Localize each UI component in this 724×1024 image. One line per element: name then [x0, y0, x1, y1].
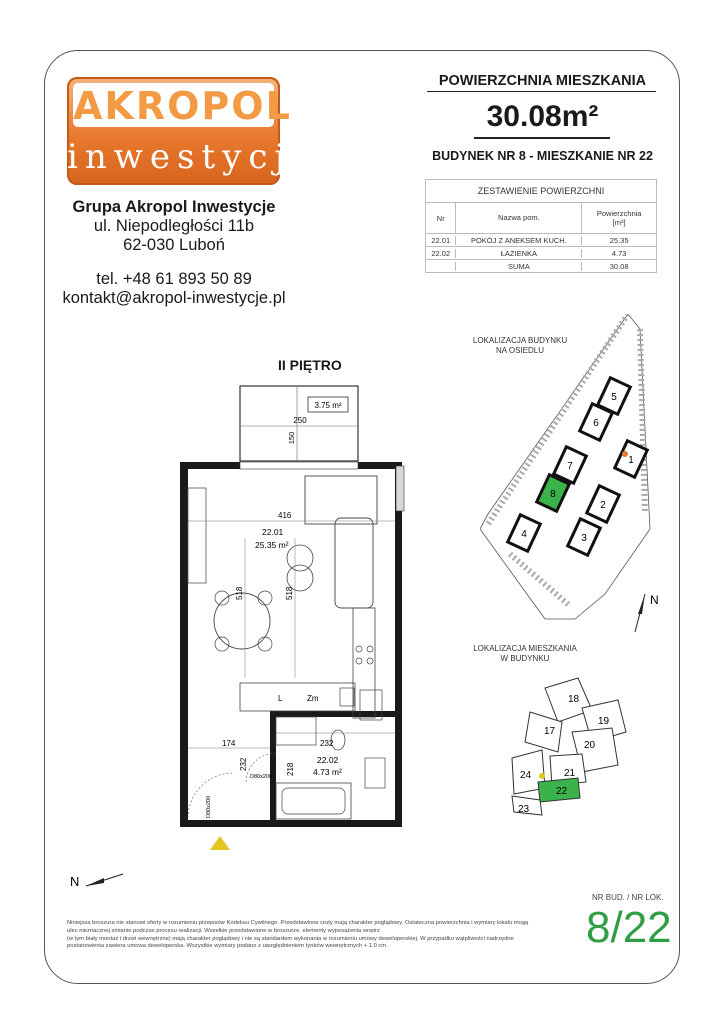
dim-218: 218: [286, 762, 295, 776]
balcony-area: 3.75 m²: [314, 401, 342, 410]
header-rule: [427, 91, 656, 92]
logo-wordmark: AKROPOL: [73, 84, 292, 128]
bathtub: [276, 783, 351, 819]
summary-title: ZESTAWIENIE POWIERZCHNI: [426, 180, 656, 203]
entrance-dot: [539, 773, 545, 779]
company-name: Grupa Akropol Inwestycje: [72, 198, 276, 216]
row-name: POKÓJ Z ANEKSEM KUCH.: [455, 236, 582, 245]
building-6[interactable]: [580, 404, 613, 440]
north-label: N: [650, 593, 659, 607]
building-1[interactable]: [615, 441, 648, 477]
compass-bottom-label: N: [70, 874, 80, 889]
col-nr: Nr: [436, 213, 445, 223]
logo-subtitle: inwestycje: [67, 137, 320, 177]
summary-header-row: [426, 203, 656, 234]
label-L: L: [278, 694, 283, 703]
unit-label: 21: [564, 768, 576, 779]
disclaimer-line: (w tym biały montaż i drzwi wewnętrzne) mają charakter poglądowy i nie są standardem wykonania w rozumieniu umowy deweloperskiej. W przypadku wątpliwości nadrzędne: [67, 935, 514, 942]
header-title: POWIERZCHNIA MIESZKANIA: [438, 73, 647, 89]
row-area: 25.35: [609, 235, 629, 245]
company-phone: tel. +48 61 893 50 89: [96, 270, 252, 288]
flat-caption: [455, 644, 595, 664]
wall-left: [180, 462, 188, 827]
company-logo: [67, 77, 320, 185]
dim-416: 416: [278, 511, 292, 520]
flat-caption-line1: LOKALIZACJA MIESZKANIA: [473, 644, 577, 653]
north-arrow-icon: [635, 593, 659, 632]
footer-label: NR BUD. / NR LOK.: [592, 893, 664, 902]
header-area: 30.08m²: [486, 100, 599, 133]
room1-area: 25.35 m²: [255, 540, 289, 550]
table-sum-row: [426, 260, 656, 272]
disclaimer-line: Niniejsza broszura nie stanowi oferty w rozumieniu przepisów Kodeksu Cywilnego. Przedstawione rzuty mają charakter poglądowy. Ostateczna powierzchnia i wymiary lokalu mogą: [67, 920, 529, 926]
unit-label: 19: [598, 716, 610, 727]
row-nr: 22.01: [431, 235, 451, 245]
building-label: 8: [550, 489, 556, 500]
wall-bottom: [180, 820, 402, 827]
table-row: [426, 247, 656, 260]
kitchen-unit: [240, 683, 355, 711]
window: [396, 466, 404, 511]
door-bath: D80x200: [250, 774, 273, 780]
company-city: 62-030 Luboń: [123, 236, 225, 254]
wall-right: [395, 462, 402, 827]
chair: [215, 637, 229, 651]
hob: [356, 646, 362, 652]
coffee-table: [287, 545, 313, 571]
unit-label: 24: [520, 770, 532, 781]
dim-250: 250: [293, 416, 307, 425]
site-plan: [480, 314, 670, 644]
bathtub-inner: [282, 788, 345, 814]
hob: [367, 646, 373, 652]
sofa-chaise: [335, 518, 373, 608]
chair: [258, 591, 272, 605]
room2-nr: 22.02: [317, 755, 339, 765]
building-label: 7: [567, 461, 573, 472]
col-area: [582, 209, 656, 227]
building-2[interactable]: [587, 486, 620, 522]
company-street: ul. Niepodległości 11b: [93, 217, 255, 235]
balcony-door: [240, 462, 358, 469]
unit-label: 17: [544, 726, 556, 737]
row-name: ŁAZIENKA: [455, 249, 582, 258]
row-area: 4.73: [611, 248, 627, 258]
entrance-marker: [210, 836, 230, 850]
wall-bath-left: [270, 711, 276, 821]
site-caption-line1: LOKALIZACJA BUDYNKU: [472, 336, 568, 345]
disclaimer-line: postanowienia zawiera umowa deweloperska. Wszystkie wymiary podano z uwzględnieniem tynków wewnętrznych + 1.0 cm.: [67, 943, 388, 950]
building-label: 2: [600, 500, 606, 511]
dining-table: [214, 593, 270, 649]
chair: [258, 637, 272, 651]
washing-machine: [365, 758, 385, 788]
room2-area: 4.73 m²: [313, 767, 342, 777]
col-name: Nazwa pom.: [455, 203, 582, 233]
sink: [340, 688, 354, 706]
parking: [510, 554, 570, 606]
disclaimer: [67, 920, 587, 951]
flat-location: [500, 670, 640, 830]
hob: [367, 658, 373, 664]
wall-bath-top: [270, 711, 395, 717]
building-label: 3: [581, 533, 587, 544]
wardrobe: [188, 488, 206, 583]
unit-label: 23: [518, 804, 530, 815]
footer-number: 8/22: [586, 903, 672, 952]
area-underline: [474, 137, 610, 139]
dim-174: 174: [222, 739, 236, 748]
floor-label: II PIĘTRO: [278, 357, 342, 373]
unit-label: 20: [584, 740, 596, 751]
summary-table: [425, 179, 657, 273]
dim-232a: 232: [320, 739, 334, 748]
building-label: 1: [628, 455, 634, 466]
building-3[interactable]: [568, 519, 601, 555]
door-entry: D80x200: [206, 795, 212, 818]
unit-label: 18: [568, 694, 580, 705]
building-4[interactable]: [508, 515, 541, 551]
row-nr: 22.02: [431, 248, 451, 258]
sum-label: SUMA: [455, 262, 582, 271]
building-label: 6: [593, 418, 599, 429]
floor-plan: [170, 378, 415, 853]
unit-label: 22: [556, 786, 568, 797]
chair: [215, 591, 229, 605]
header-building: BUDYNEK NR 8 - MIESZKANIE NR 22: [432, 149, 653, 163]
flat-caption-line2: W BUDYNKU: [500, 654, 550, 663]
building-label: 4: [521, 529, 527, 540]
hob: [356, 658, 362, 664]
kitchen-counter: [353, 608, 375, 718]
building-label: 5: [611, 392, 617, 403]
disclaimer-line: ulec nieznacznej zmianie podczas procesu realizacji. Wszelkie przedstawione w broszurze. elementy wyposażenia wnętrz: [67, 927, 380, 934]
washbasin: [276, 717, 316, 745]
company-email[interactable]: kontakt@akropol-inwestycje.pl: [62, 289, 286, 307]
sum-value: 30.08: [609, 261, 629, 271]
room1-nr: 22.01: [262, 527, 284, 537]
dim-518a: 518: [235, 586, 244, 600]
compass-bottom-icon: [68, 864, 128, 894]
col-area-label: Powierzchnia: [596, 209, 642, 218]
site-caption-line2: NA OSIEDLU: [495, 346, 544, 355]
marker-dot: [622, 451, 628, 457]
label-Zm: Zm: [307, 694, 319, 703]
dim-150: 150: [287, 431, 296, 445]
dim-232b: 232: [239, 757, 248, 771]
col-area-unit: [m²]: [612, 218, 626, 227]
sofa: [305, 476, 377, 524]
table-row: [426, 234, 656, 247]
dim-518b: 518: [285, 586, 294, 600]
building-8[interactable]: [537, 475, 570, 511]
